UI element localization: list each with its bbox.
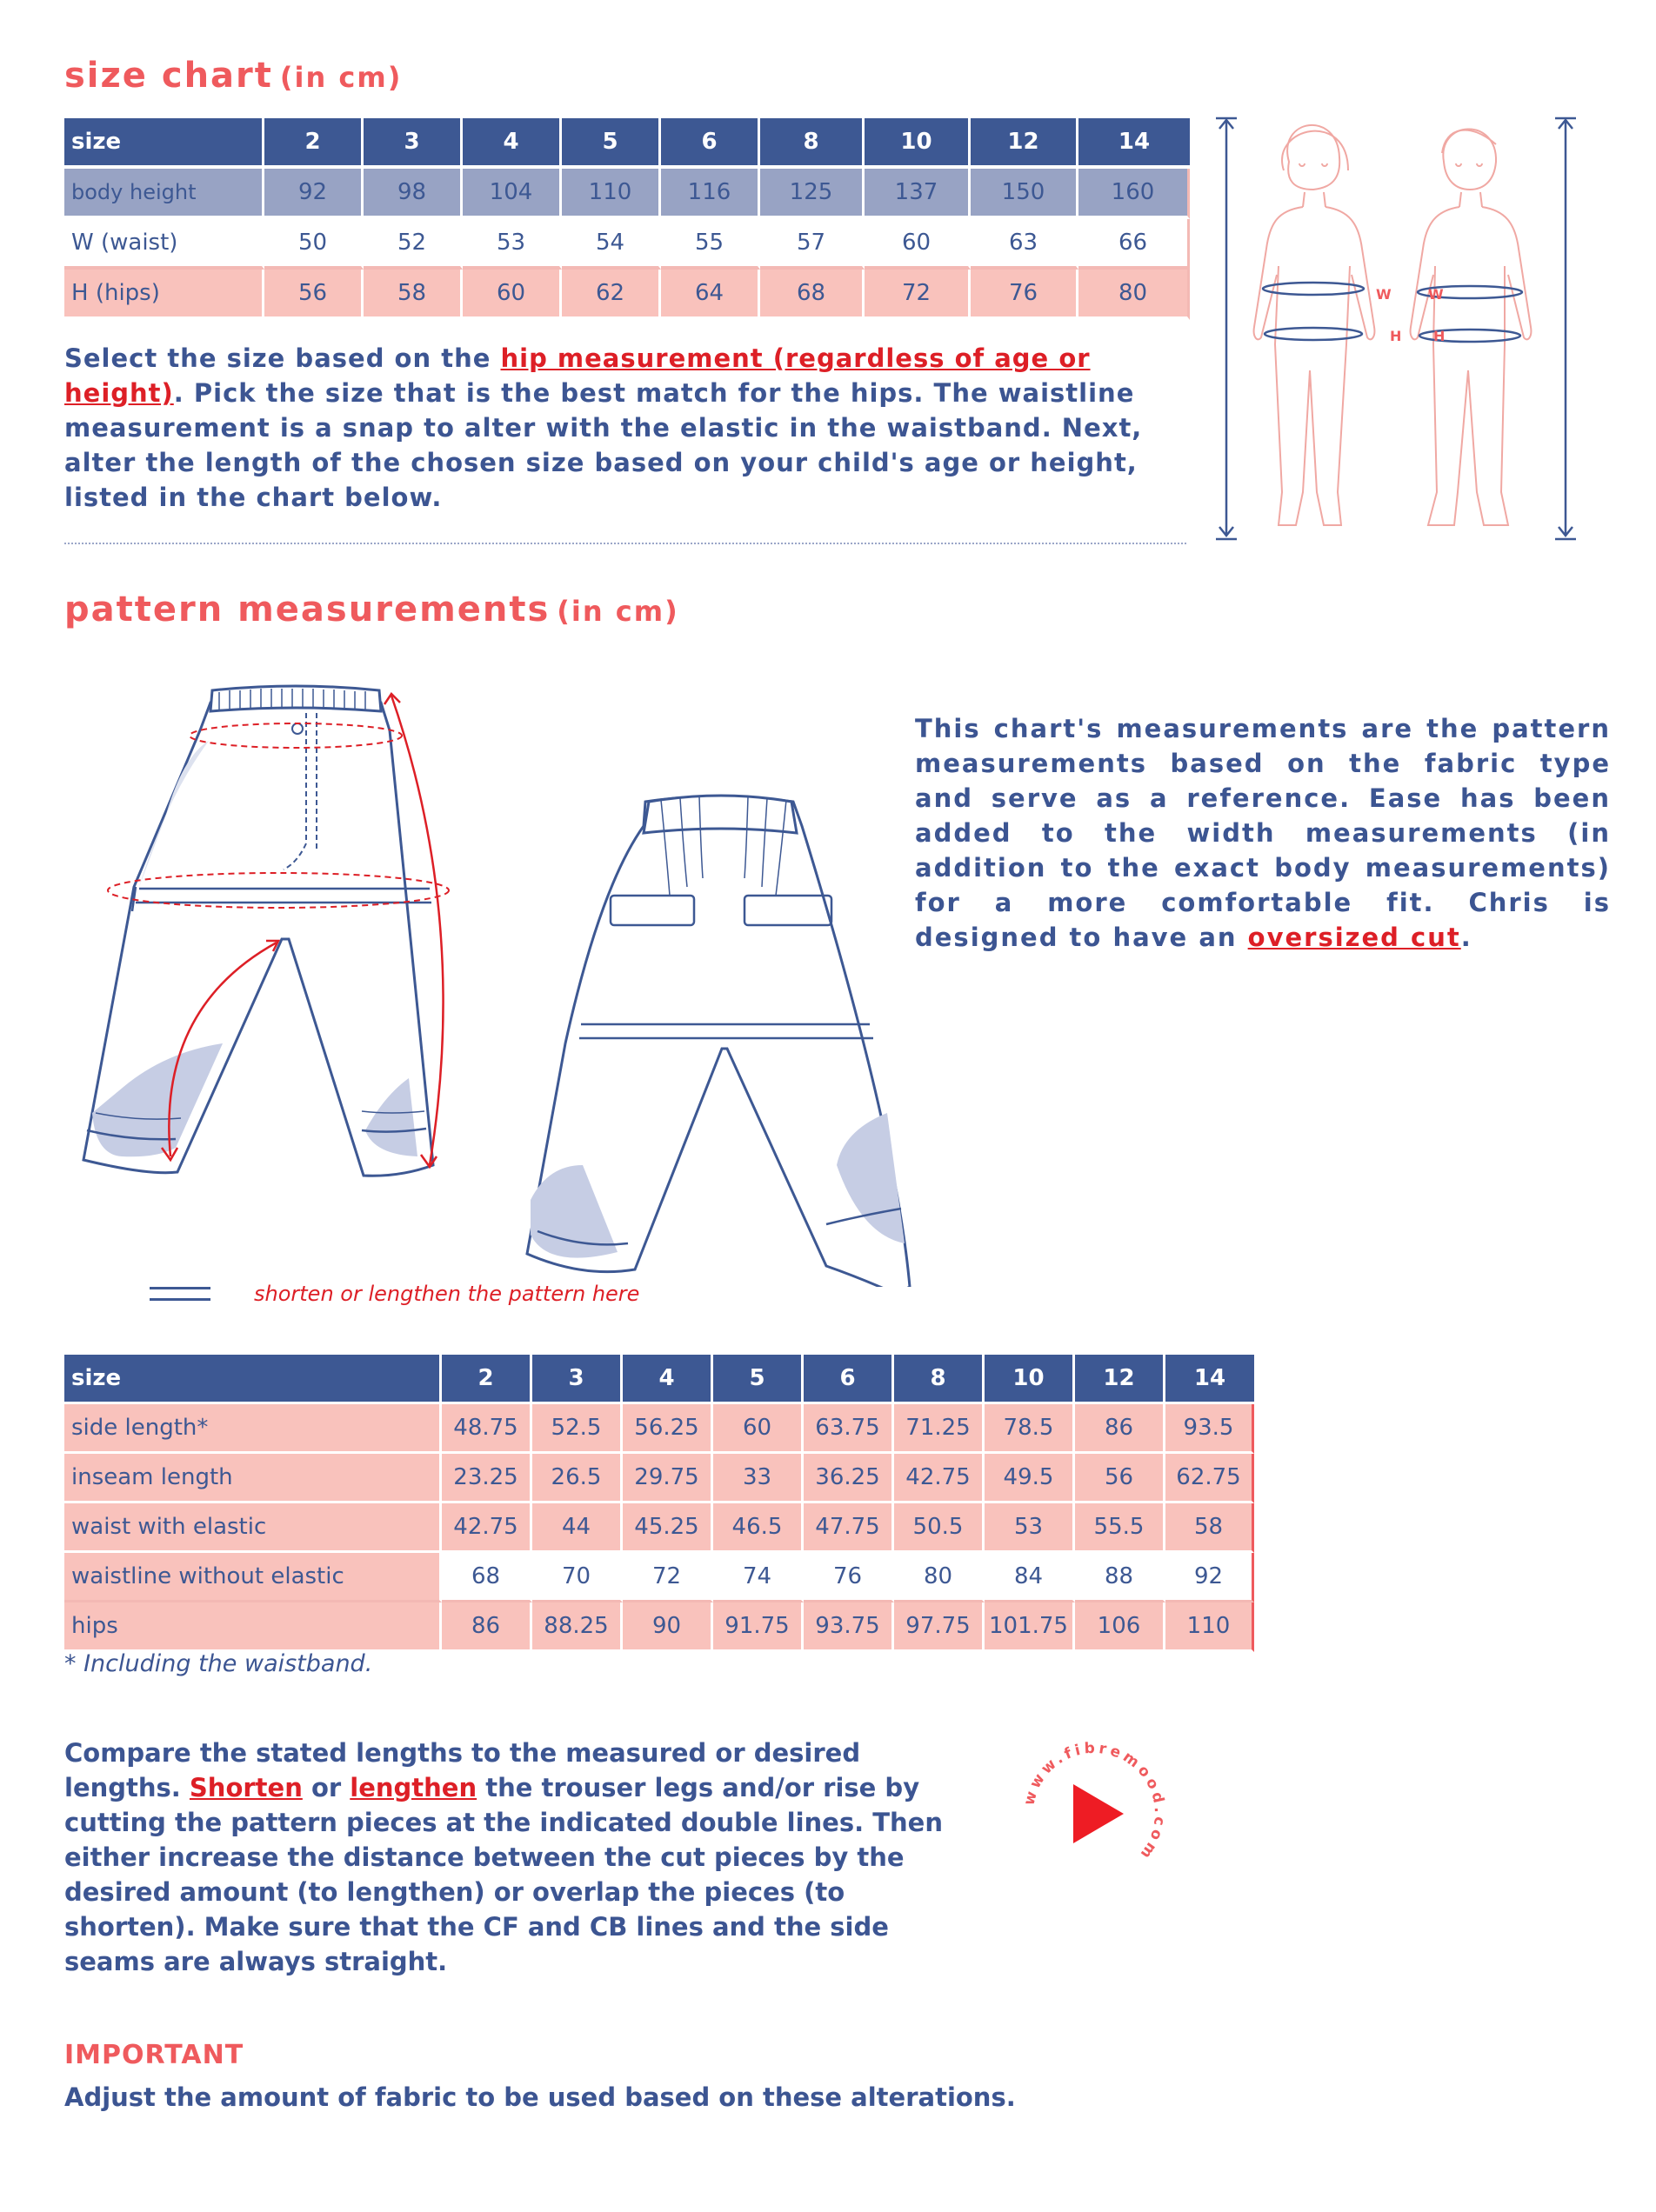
size-chart-unit: (in cm) bbox=[279, 61, 403, 94]
header-cell: 12 bbox=[1075, 1355, 1165, 1404]
size-chart-heading bbox=[64, 56, 402, 96]
table-cell: 68 bbox=[760, 270, 865, 320]
table-cell: 53 bbox=[463, 219, 562, 270]
table-cell: 137 bbox=[865, 169, 971, 219]
table-cell: 91.75 bbox=[713, 1602, 804, 1652]
table-cell: 56 bbox=[264, 270, 364, 320]
size-advice-after: . Pick the size that is the best match for the hips. The waistline measurement is a snap to alter with the elastic in the waistband. Next, alter the length of the chosen size based on your child's age or height, listed in the chart below. bbox=[64, 378, 1143, 512]
table-cell: 66 bbox=[1078, 219, 1190, 270]
table-cell: 60 bbox=[713, 1404, 804, 1454]
logo-text-path: www.fibremood.com bbox=[1020, 1739, 1169, 1865]
table-cell: 70 bbox=[532, 1553, 623, 1602]
header-cell: 10 bbox=[865, 118, 971, 169]
table-cell: 58 bbox=[364, 270, 463, 320]
table-cell: 92 bbox=[1165, 1553, 1254, 1602]
table-row bbox=[64, 270, 1190, 320]
height-arrow-left bbox=[1216, 118, 1237, 539]
row-label: hips bbox=[64, 1602, 442, 1652]
pattern-note-after: . bbox=[1460, 923, 1472, 952]
table-cell: 72 bbox=[865, 270, 971, 320]
table-cell: 49.5 bbox=[985, 1454, 1075, 1503]
header-cell: 10 bbox=[985, 1355, 1075, 1404]
size-chart-header-row bbox=[64, 118, 1190, 169]
lengthen-link[interactable]: lengthen bbox=[350, 1773, 477, 1802]
table-cell: 84 bbox=[985, 1553, 1075, 1602]
fibremood-logo[interactable] bbox=[1016, 1736, 1172, 1892]
important-heading: IMPORTANT bbox=[64, 2040, 244, 2070]
hips-label: H bbox=[1390, 328, 1402, 344]
header-cell: size bbox=[64, 118, 264, 169]
trousers-illustration bbox=[61, 678, 948, 1287]
table-row bbox=[64, 1404, 1254, 1454]
table-cell: 55.5 bbox=[1075, 1503, 1165, 1553]
table-cell: 26.5 bbox=[532, 1454, 623, 1503]
child-figures-illustration bbox=[1209, 110, 1583, 550]
alteration-text bbox=[64, 1736, 960, 1979]
alteration-mid: or bbox=[302, 1773, 351, 1802]
header-cell: 2 bbox=[264, 118, 364, 169]
table-cell: 47.75 bbox=[804, 1503, 894, 1553]
table-row bbox=[64, 219, 1190, 270]
table-cell: 80 bbox=[1078, 270, 1190, 320]
table-cell: 98 bbox=[364, 169, 463, 219]
table-cell: 76 bbox=[971, 270, 1078, 320]
table-cell: 93.75 bbox=[804, 1602, 894, 1652]
table-cell: 68 bbox=[442, 1553, 532, 1602]
table-row bbox=[64, 1602, 1254, 1652]
table-cell: 60 bbox=[463, 270, 562, 320]
pattern-measurements-heading bbox=[64, 590, 679, 630]
shorten-link[interactable]: Shorten bbox=[189, 1773, 303, 1802]
row-label: W (waist) bbox=[64, 219, 264, 270]
header-cell: 4 bbox=[623, 1355, 713, 1404]
alteration-rest: the trouser legs and/or rise by cutting the pattern pieces at the indicated double lines. Then either increase the distance between the cut pieces by the desired amount (to lengthen) or overlap the pieces (to shorten). Make sure that the CF and CB lines and the side seams are always straight. bbox=[64, 1773, 943, 1976]
table-cell: 88.25 bbox=[532, 1602, 623, 1652]
row-label: H (hips) bbox=[64, 270, 264, 320]
table-cell: 104 bbox=[463, 169, 562, 219]
table-cell: 52.5 bbox=[532, 1404, 623, 1454]
table-cell: 60 bbox=[865, 219, 971, 270]
table-cell: 42.75 bbox=[442, 1503, 532, 1553]
table-cell: 72 bbox=[623, 1553, 713, 1602]
table-cell: 125 bbox=[760, 169, 865, 219]
play-icon bbox=[1073, 1784, 1124, 1843]
row-label: side length* bbox=[64, 1404, 442, 1454]
header-cell: 3 bbox=[364, 118, 463, 169]
table-cell: 110 bbox=[562, 169, 661, 219]
table-cell: 86 bbox=[442, 1602, 532, 1652]
table-row bbox=[64, 1454, 1254, 1503]
table-row bbox=[64, 1503, 1254, 1553]
header-cell: 8 bbox=[894, 1355, 985, 1404]
header-cell: size bbox=[64, 1355, 442, 1404]
double-line-legend-icon bbox=[150, 1287, 210, 1301]
table-cell: 23.25 bbox=[442, 1454, 532, 1503]
table-cell: 36.25 bbox=[804, 1454, 894, 1503]
table-cell: 46.5 bbox=[713, 1503, 804, 1553]
trousers-front bbox=[83, 686, 449, 1176]
table-cell: 106 bbox=[1075, 1602, 1165, 1652]
size-chart-title: size chart bbox=[64, 56, 273, 96]
table-cell: 88 bbox=[1075, 1553, 1165, 1602]
table-cell: 29.75 bbox=[623, 1454, 713, 1503]
table-cell: 76 bbox=[804, 1553, 894, 1602]
trousers-back bbox=[527, 796, 910, 1287]
table-cell: 62 bbox=[562, 270, 661, 320]
pattern-measurements-title: pattern measurements bbox=[64, 590, 551, 630]
header-cell: 8 bbox=[760, 118, 865, 169]
table-cell: 116 bbox=[661, 169, 760, 219]
table-cell: 42.75 bbox=[894, 1454, 985, 1503]
size-advice-text bbox=[64, 341, 1179, 515]
table-cell: 45.25 bbox=[623, 1503, 713, 1553]
hips-label: H bbox=[1433, 328, 1446, 344]
size-advice-before: Select the size based on the bbox=[64, 343, 501, 373]
pattern-measurements-unit: (in cm) bbox=[557, 595, 679, 628]
table-cell: 74 bbox=[713, 1553, 804, 1602]
row-label: waist with elastic bbox=[64, 1503, 442, 1553]
table-cell: 101.75 bbox=[985, 1602, 1075, 1652]
header-cell: 4 bbox=[463, 118, 562, 169]
legend-label: shorten or lengthen the pattern here bbox=[254, 1282, 640, 1306]
table-row bbox=[64, 1553, 1254, 1602]
section-divider bbox=[64, 543, 1186, 544]
waist-label: W bbox=[1376, 286, 1392, 303]
pattern-header-row bbox=[64, 1355, 1254, 1404]
table-cell: 48.75 bbox=[442, 1404, 532, 1454]
header-cell: 6 bbox=[804, 1355, 894, 1404]
header-cell: 14 bbox=[1165, 1355, 1254, 1404]
table-cell: 56 bbox=[1075, 1454, 1165, 1503]
girl-figure bbox=[1254, 125, 1375, 525]
table-cell: 150 bbox=[971, 169, 1078, 219]
table-cell: 58 bbox=[1165, 1503, 1254, 1553]
table-cell: 80 bbox=[894, 1553, 985, 1602]
table-cell: 54 bbox=[562, 219, 661, 270]
table-cell: 71.25 bbox=[894, 1404, 985, 1454]
table-cell: 64 bbox=[661, 270, 760, 320]
header-cell: 14 bbox=[1078, 118, 1190, 169]
header-cell: 5 bbox=[713, 1355, 804, 1404]
alteration-first: Compare the stated lengths to the measured or desired lengths. bbox=[64, 1738, 861, 1802]
header-cell: 12 bbox=[971, 118, 1078, 169]
table-cell: 52 bbox=[364, 219, 463, 270]
table-cell: 33 bbox=[713, 1454, 804, 1503]
row-label: inseam length bbox=[64, 1454, 442, 1503]
table-cell: 160 bbox=[1078, 169, 1190, 219]
table-cell: 63.75 bbox=[804, 1404, 894, 1454]
header-cell: 6 bbox=[661, 118, 760, 169]
waist-label: W bbox=[1428, 286, 1444, 303]
table-footnote: * Including the waistband. bbox=[64, 1650, 373, 1677]
boy-figure bbox=[1411, 129, 1532, 525]
important-text: Adjust the amount of fabric to be used based on these alterations. bbox=[64, 2082, 1016, 2112]
table-cell: 55 bbox=[661, 219, 760, 270]
pattern-note-text bbox=[915, 711, 1611, 955]
table-cell: 56.25 bbox=[623, 1404, 713, 1454]
table-cell: 44 bbox=[532, 1503, 623, 1553]
table-cell: 86 bbox=[1075, 1404, 1165, 1454]
hip-measurement-link[interactable]: hip measurement (regardless of age or height) bbox=[64, 343, 1091, 408]
table-cell: 62.75 bbox=[1165, 1454, 1254, 1503]
oversized-cut-link[interactable]: oversized cut bbox=[1247, 923, 1461, 952]
pattern-note-before: This chart's measurements are the pattern measurements based on the fabric type and serve as a reference. Ease has been added to the width measurements (in addition to the exact body measurements) for a more comfortable fit. Chris is designed to have an bbox=[915, 714, 1611, 952]
row-label: body height bbox=[64, 169, 264, 219]
table-cell: 110 bbox=[1165, 1602, 1254, 1652]
table-cell: 92 bbox=[264, 169, 364, 219]
row-label: waistline without elastic bbox=[64, 1553, 442, 1602]
table-cell: 57 bbox=[760, 219, 865, 270]
table-cell: 90 bbox=[623, 1602, 713, 1652]
size-chart-table bbox=[64, 118, 1190, 320]
table-row bbox=[64, 169, 1190, 219]
table-cell: 50 bbox=[264, 219, 364, 270]
height-arrow-right bbox=[1555, 118, 1576, 539]
table-cell: 97.75 bbox=[894, 1602, 985, 1652]
table-cell: 78.5 bbox=[985, 1404, 1075, 1454]
header-cell: 2 bbox=[442, 1355, 532, 1404]
table-cell: 63 bbox=[971, 219, 1078, 270]
table-cell: 50.5 bbox=[894, 1503, 985, 1553]
pattern-measurements-table bbox=[64, 1355, 1254, 1652]
header-cell: 5 bbox=[562, 118, 661, 169]
table-cell: 53 bbox=[985, 1503, 1075, 1553]
table-cell: 93.5 bbox=[1165, 1404, 1254, 1454]
header-cell: 3 bbox=[532, 1355, 623, 1404]
